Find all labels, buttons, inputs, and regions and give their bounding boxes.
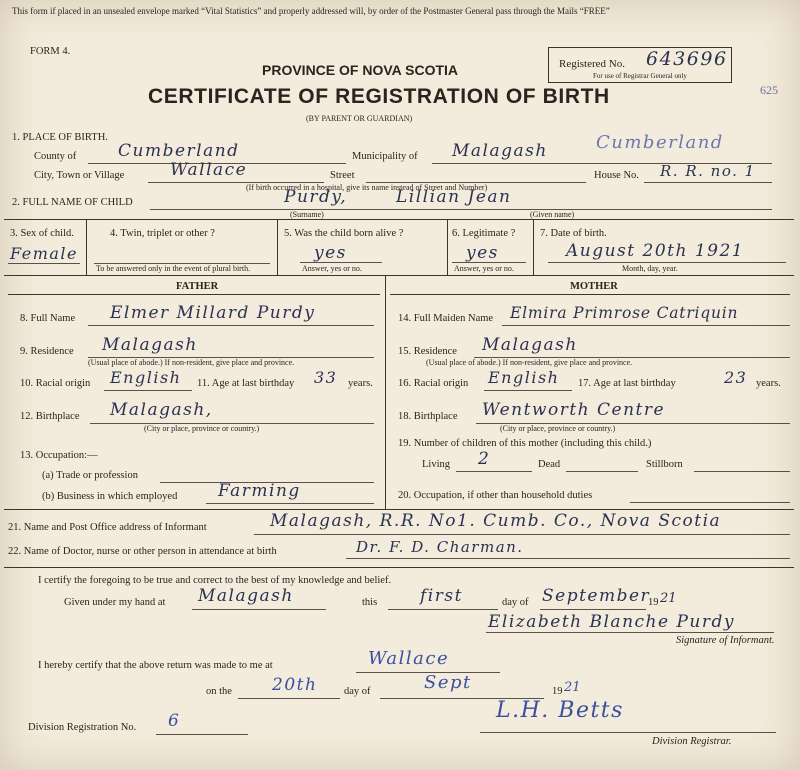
occupation-label: 13. Occupation:— [20,450,98,461]
informant-signature-caption: Signature of Informant. [676,635,775,646]
trade-label: (a) Trade or profession [42,470,138,481]
certify-year-value: 21 [660,591,677,606]
certificate-title: CERTIFICATE OF REGISTRATION OF BIRTH [148,85,610,108]
registered-number-box [548,47,732,83]
father-age-label: 11. Age at last birthday [197,378,295,389]
dob-label: 7. Date of birth. [540,228,607,239]
children-label: 19. Number of children of this mother (including this child.) [398,438,652,449]
child-given-name: Lillian Jean [396,187,512,207]
sex-label: 3. Sex of child. [10,228,74,239]
sex-value: Female [10,244,78,263]
father-residence-note: (Usual place of abode.) If non-resident, give place and province. [88,358,295,367]
mother-age-value: 23 [724,368,748,387]
alive-value: yes [314,243,347,263]
given-place-value: Malagash [198,586,294,606]
dob-value: August 20th 1921 [566,241,745,261]
informant-signature: Elizabeth Blanche Purdy [488,612,735,632]
certify-year-prefix: 19 [648,597,659,608]
house-value: R. R. no. 1 [660,162,756,180]
business-value: Farming [218,481,301,501]
province-title: PROVINCE OF NOVA SCOTIA [262,62,459,78]
mother-age-label: 17. Age at last birthday [578,378,676,389]
this-label: this [362,597,378,608]
city-value: Wallace [170,160,248,180]
mother-name-value: Elmira Primrose Catriquin [510,304,739,322]
legitimate-note: Answer, yes or no. [454,264,514,273]
certify-statement: I certify the foregoing to be true and correct to the best of my knowledge and belief. [38,575,392,586]
certify-month-value: September [542,586,651,606]
registrar-statement: I hereby certify that the above return was made to me at [38,660,273,671]
certify-day-of-label: day of [502,597,529,608]
mother-birthplace-value: Wentworth Centre [482,400,666,420]
doctor-label: 22. Name of Doctor, nurse or other person in attendance at birth [8,546,277,557]
dob-note: Month, day, year. [622,264,678,273]
dead-label: Dead [538,459,561,470]
father-years: years. [348,378,373,389]
registrar-year-value: 21 [564,680,581,695]
father-birthplace-note: (City or place, province or country.) [144,424,260,433]
alive-note: Answer, yes or no. [302,264,362,273]
registrar-place-value: Wallace [368,648,450,669]
living-label: Living [422,459,450,470]
municipality-label: Municipality of [352,151,418,162]
county-label: County of [34,151,77,162]
corner-stamp: 625 [760,83,778,97]
surname-caption: (Surname) [290,210,324,219]
municipality-value: Malagash [452,141,548,161]
business-label: (b) Business in which employed [42,491,178,502]
mother-years: years. [756,378,781,389]
registrar-signature-caption: Division Registrar. [652,736,732,747]
alive-label: 5. Was the child born alive ? [284,228,404,239]
certify-day-value: first [420,586,463,606]
father-age-value: 33 [314,368,338,387]
certificate-subtitle: (BY PARENT OR GUARDIAN) [306,114,413,123]
stillborn-label: Stillborn [646,459,683,470]
child-name-label: 2. FULL NAME OF CHILD [12,197,133,208]
division-value: 6 [168,711,181,731]
given-label: Given under my hand at [64,597,166,608]
informant-value: Malagash, R.R. No1. Cumb. Co., Nova Scotia [270,511,722,531]
municipality-stamp: Cumberland [596,132,724,153]
doctor-value: Dr. F. D. Charman. [356,538,524,556]
father-heading: FATHER [176,281,219,292]
living-value: 2 [478,449,491,469]
mother-racial-label: 16. Racial origin [398,378,469,389]
mother-name-label: 14. Full Maiden Name [398,313,494,324]
registrar-use-note: For use of Registrar General only [593,72,687,80]
city-label: City, Town or Village [34,170,125,181]
father-birthplace-value: Malagash, [110,400,213,420]
mother-residence-label: 15. Residence [398,346,457,357]
registrar-year-prefix: 19 [552,686,563,697]
house-label: House No. [594,170,639,181]
registrar-day-value: 20th [272,675,318,695]
on-the-label: on the [206,686,232,697]
registered-number: 643696 [646,48,728,70]
mother-racial-value: English [488,368,560,387]
legitimate-value: yes [466,243,499,263]
mother-residence-value: Malagash [482,335,578,355]
registrar-month-value: Sept [424,672,472,693]
mailing-notice: This form if placed in an unsealed envelope marked “Vital Statistics” and properly addressed will, by order of the Postmaster General pass through the Mails “FREE” [12,6,610,16]
mother-birthplace-note: (City or place, province or country.) [500,424,616,433]
registrar-day-of-label: day of [344,686,371,697]
place-heading: 1. PLACE OF BIRTH. [12,132,108,143]
street-label: Street [330,170,355,181]
child-surname: Purdy, [284,187,348,207]
registrar-signature: L.H. Betts [496,698,624,723]
father-racial-value: English [110,368,182,387]
informant-label: 21. Name and Post Office address of Informant [8,522,207,533]
father-racial-label: 10. Racial origin [20,378,91,389]
mother-heading: MOTHER [570,281,618,292]
division-label: Division Registration No. [28,722,137,733]
twin-label: 4. Twin, triplet or other ? [110,228,215,239]
twin-note: To be answered only in the event of plural birth. [96,264,251,273]
form-number: FORM 4. [30,46,71,57]
father-residence-label: 9. Residence [20,346,74,357]
father-residence-value: Malagash [102,335,198,355]
mother-birthplace-label: 18. Birthplace [398,411,458,422]
mother-residence-note: (Usual place of abode.) If non-resident, give place and province. [426,358,633,367]
legitimate-label: 6. Legitimate ? [452,228,516,239]
registered-label: Registered No. [559,58,625,70]
county-value: Cumberland [118,141,240,161]
given-caption: (Given name) [530,210,575,219]
hospital-note: (If birth occurred in a hospital, give its name instead of Street and Number) [246,183,488,192]
father-birthplace-label: 12. Birthplace [20,411,80,422]
father-name-value: Elmer Millard Purdy [110,303,316,323]
father-name-label: 8. Full Name [20,313,76,324]
mother-occupation-label: 20. Occupation, if other than household duties [398,490,593,501]
